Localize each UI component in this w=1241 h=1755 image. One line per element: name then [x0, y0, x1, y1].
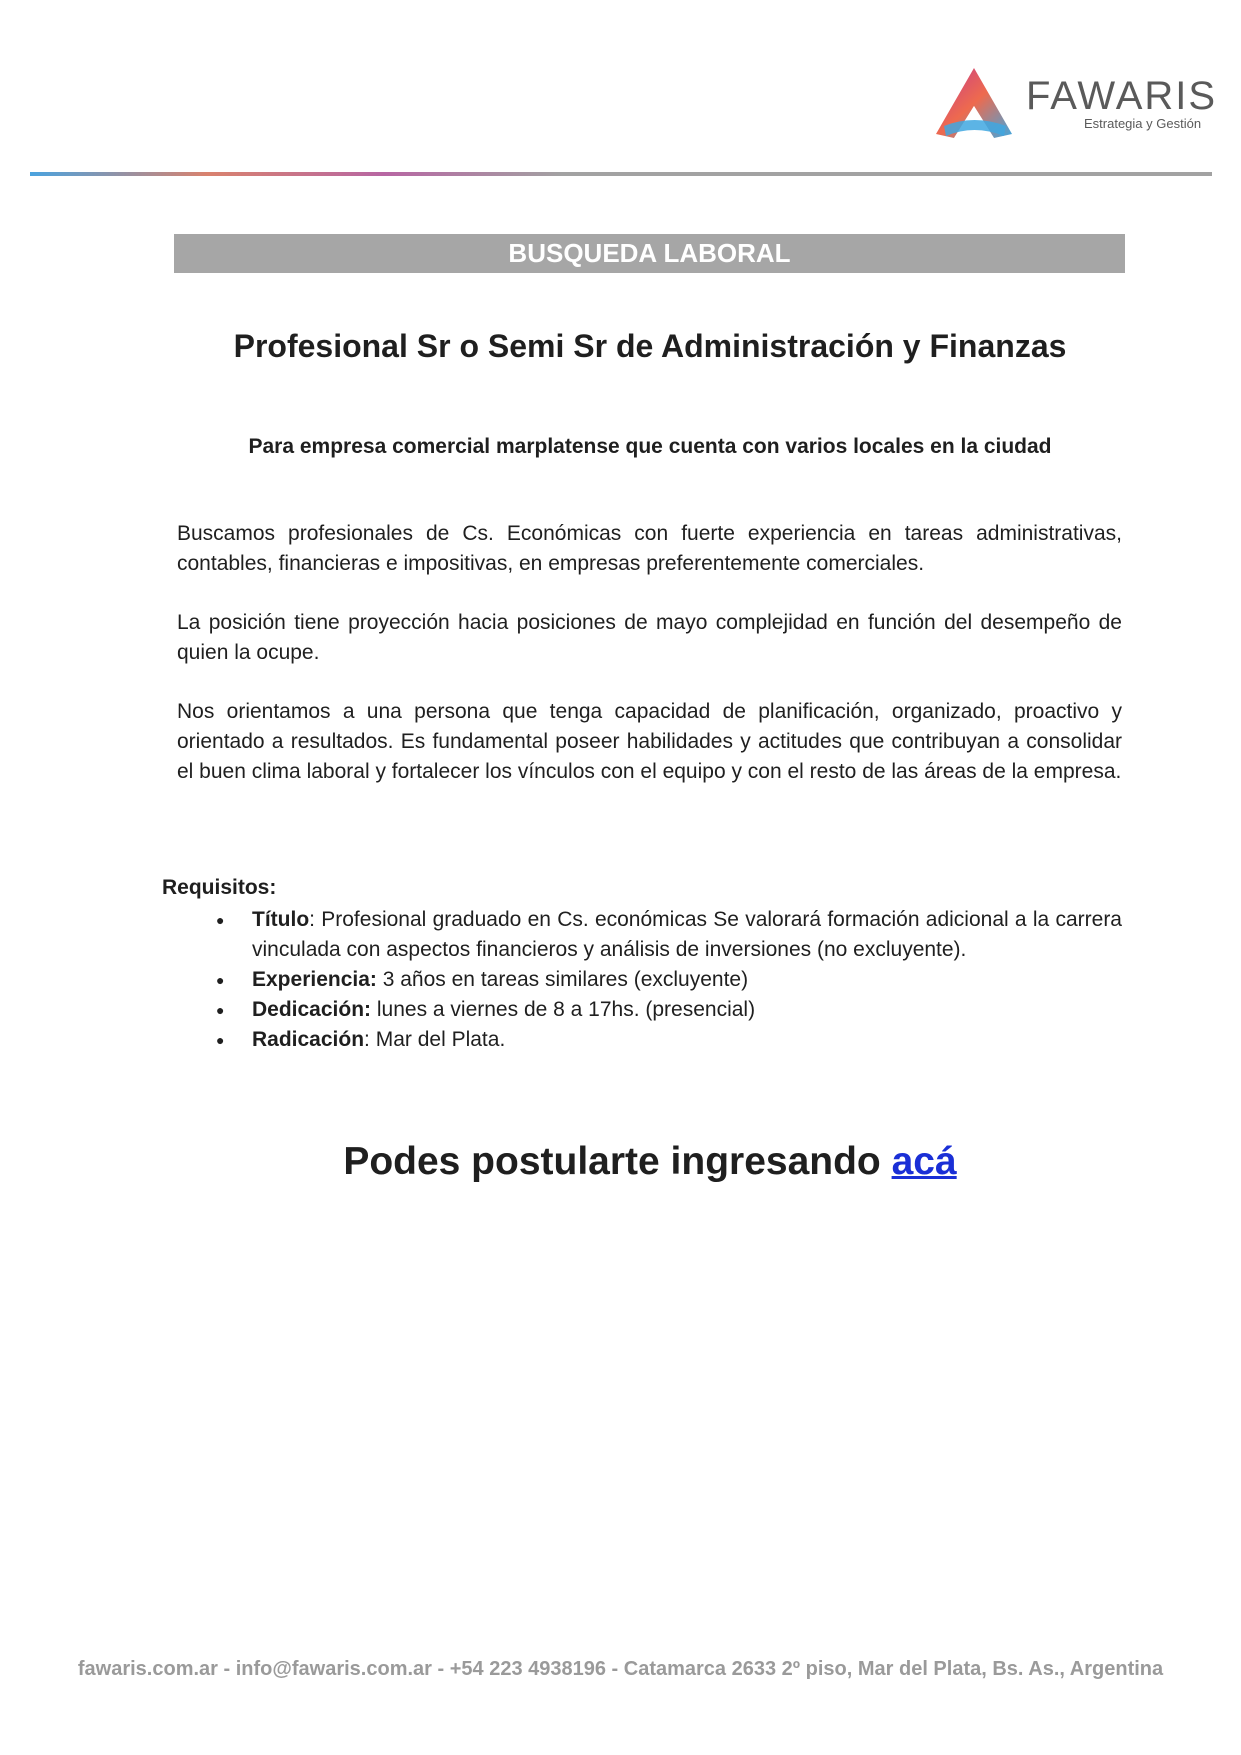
requirement-item: ● Título: Profesional graduado en Cs. económicas Se valorará formación adicional a la carrera vinculada con aspectos financieros y análisis de inversiones (no excluyente).: [214, 905, 1122, 965]
requirements-heading: Requisitos:: [162, 876, 277, 899]
requirement-text: Profesional graduado en Cs. económicas Se valorará formación adicional a la carrera vinculada con aspectos financieros y análisis de inversiones (no excluyente).: [252, 908, 1122, 961]
job-title: Profesional Sr o Semi Sr de Administración y Finanzas: [233, 328, 1067, 364]
apply-text: Podes postularte ingresando: [343, 1140, 892, 1183]
apply-link[interactable]: acá: [891, 1140, 957, 1183]
contact-footer: fawaris.com.ar - info@fawaris.com.ar - +54 223 4938196 - Catamarca 2633 2º piso, Mar del Plata, Bs. As., Argentina: [77, 1658, 1164, 1680]
job-subtitle: Para empresa comercial marplatense que cuenta con varios locales en la ciudad: [248, 435, 1052, 458]
requirement-label: Dedicación:: [252, 998, 372, 1021]
fawaris-triangle-icon: [934, 66, 1016, 142]
requirement-text: Mar del Plata.: [369, 1028, 506, 1051]
description-paragraph: Buscamos profesionales de Cs. Económicas con fuerte experiencia en tareas administrativas, contables, financieras e impositivas, en empresas preferentemente comerciales.: [177, 522, 1122, 575]
job-description: [177, 519, 1122, 816]
description-paragraph: La posición tiene proyección hacia posiciones de mayo complejidad en función del desempeño de quien la ocupe.: [177, 611, 1122, 664]
requirement-label: Experiencia:: [252, 968, 377, 991]
requirement-item: [214, 965, 1122, 995]
apply-call-to-action: [0, 1140, 1241, 1184]
requirement-item: ● Radicación: Mar del Plata.: [214, 1025, 1122, 1055]
fawaris-logo: [934, 66, 1218, 146]
requirement-label: Radicación: [252, 1028, 365, 1051]
requirement-item: [214, 995, 1122, 1025]
requirement-label: Título: [252, 908, 310, 931]
requirement-text: lunes a viernes de 8 a 17hs. (presencial): [371, 998, 756, 1021]
requirements-list: [214, 905, 1122, 1055]
description-paragraph: Nos orientamos a una persona que tenga capacidad de planificación, organizado, proactivo y orientado a resultados. Es fundamental poseer habilidades y actitudes que contribuyan a consolidar el buen clima laboral y fortalecer los vínculos con el equipo y con el resto de las áreas de la empresa.: [177, 700, 1122, 783]
logo-name: FAWARIS: [1026, 74, 1218, 118]
section-banner: BUSQUEDA LABORAL: [174, 234, 1125, 273]
logo-tagline: Estrategia y Gestión: [1084, 116, 1202, 131]
header-divider: [30, 172, 1212, 176]
requirement-text: 3 años en tareas similares (excluyente): [376, 968, 749, 991]
